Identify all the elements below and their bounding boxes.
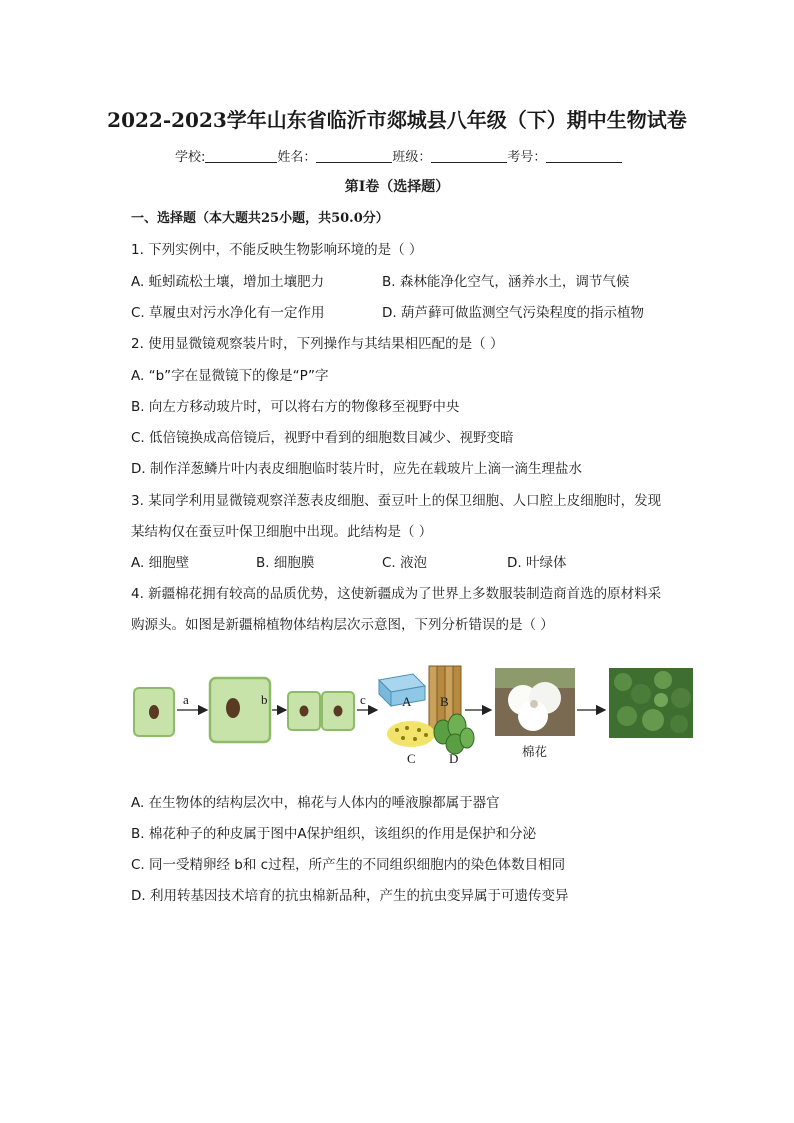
school-label: 学校: bbox=[175, 150, 206, 165]
question-3-option-d[interactable]: D. 叶绿体 bbox=[507, 555, 567, 571]
question-4-option-c[interactable]: C. 同一受精卵经 b和 c过程，所产生的不同组织细胞内的染色体数目相同 bbox=[131, 857, 566, 873]
divided-cells-icon bbox=[288, 692, 354, 730]
organ-label: 棉花 bbox=[522, 744, 548, 759]
figure-drawing bbox=[131, 664, 701, 772]
question-2-option-b[interactable]: B. 向左方移动玻片时，可以将右方的物像移至视野中央 bbox=[131, 399, 460, 415]
tissue-c-icon bbox=[387, 721, 435, 747]
part-heading: 一、选择题（本大题共25小题，共50.0分） bbox=[131, 211, 389, 226]
question-2-option-a[interactable]: A. “b”字在显微镜下的像是“P”字 bbox=[131, 368, 329, 384]
arrow-label-b: b bbox=[261, 692, 268, 707]
class-label: 班级： bbox=[392, 150, 432, 165]
question-3-option-c[interactable]: C. 液泡 bbox=[382, 555, 428, 571]
name-label: 姓名： bbox=[277, 150, 317, 165]
name-blank[interactable] bbox=[316, 148, 392, 163]
question-3-stem-line2: 某结构仅在蚕豆叶保卫细胞中出现。此结构是（ ） bbox=[131, 524, 433, 540]
question-1-stem: 1. 下列实例中，不能反映生物影响环境的是（ ） bbox=[131, 242, 423, 258]
question-4-stem-line1: 4. 新疆棉花拥有较高的品质优势，这使新疆成为了世界上多数服装制造商首选的原材料采 bbox=[131, 586, 662, 602]
question-4-stem-line2: 购源头。如图是新疆棉植物体结构层次示意图，下列分析错误的是（ ） bbox=[131, 617, 554, 633]
page-title: 2022-2023学年山东省临沂市郯城县八年级（下）期中生物试卷 bbox=[107, 108, 687, 132]
tissue-label-a: A bbox=[402, 694, 412, 709]
question-3-stem-line1: 3. 某同学利用显微镜观察洋葱表皮细胞、蚕豆叶上的保卫细胞、人口腔上皮细胞时，发现 bbox=[131, 493, 662, 509]
question-3-option-b[interactable]: B. 细胞膜 bbox=[256, 555, 315, 571]
arrow-label-a: a bbox=[183, 692, 189, 707]
exam-no-blank[interactable] bbox=[546, 148, 622, 163]
section-title: 第I卷（选择题） bbox=[344, 179, 450, 195]
arrow-label-c: c bbox=[360, 692, 366, 707]
grown-cell-icon bbox=[210, 678, 270, 742]
exam-no-label: 考号： bbox=[507, 150, 547, 165]
question-1-option-d[interactable]: D. 葫芦藓可做监测空气污染程度的指示植物 bbox=[382, 305, 644, 321]
question-1-option-a[interactable]: A. 蚯蚓疏松土壤，增加土壤肥力 bbox=[131, 274, 325, 290]
question-1-option-c[interactable]: C. 草履虫对污水净化有一定作用 bbox=[131, 305, 325, 321]
question-4-option-b[interactable]: B. 棉花种子的种皮属于图中A保护组织，该组织的作用是保护和分泌 bbox=[131, 826, 537, 842]
question-4-option-a[interactable]: A. 在生物体的结构层次中，棉花与人体内的唾液腺都属于器官 bbox=[131, 795, 500, 811]
question-3-option-a[interactable]: A. 细胞壁 bbox=[131, 555, 190, 571]
question-2-option-c[interactable]: C. 低倍镜换成高倍镜后，视野中看到的细胞数目减少、视野变暗 bbox=[131, 430, 514, 446]
question-2-option-d[interactable]: D. 制作洋葱鳞片叶内表皮细胞临时装片时，应先在载玻片上滴一滴生理盐水 bbox=[131, 461, 582, 477]
cotton-boll-image bbox=[495, 668, 575, 736]
question-4-option-d[interactable]: D. 利用转基因技术培育的抗虫棉新品种，产生的抗虫变异属于可遗传变异 bbox=[131, 888, 569, 904]
structure-levels-figure bbox=[131, 664, 701, 772]
question-2-stem: 2. 使用显微镜观察装片时，下列操作与其结果相匹配的是（ ） bbox=[131, 336, 504, 352]
school-blank[interactable] bbox=[205, 148, 277, 163]
tissue-label-b: B bbox=[440, 694, 449, 709]
student-info-line bbox=[175, 146, 622, 165]
cotton-plant-image bbox=[609, 668, 693, 738]
question-1-option-b[interactable]: B. 森林能净化空气，涵养水土，调节气候 bbox=[382, 274, 630, 290]
tissue-label-c: C bbox=[407, 751, 416, 766]
class-blank[interactable] bbox=[431, 148, 507, 163]
single-cell-icon bbox=[134, 688, 174, 736]
tissue-label-d: D bbox=[449, 751, 459, 766]
